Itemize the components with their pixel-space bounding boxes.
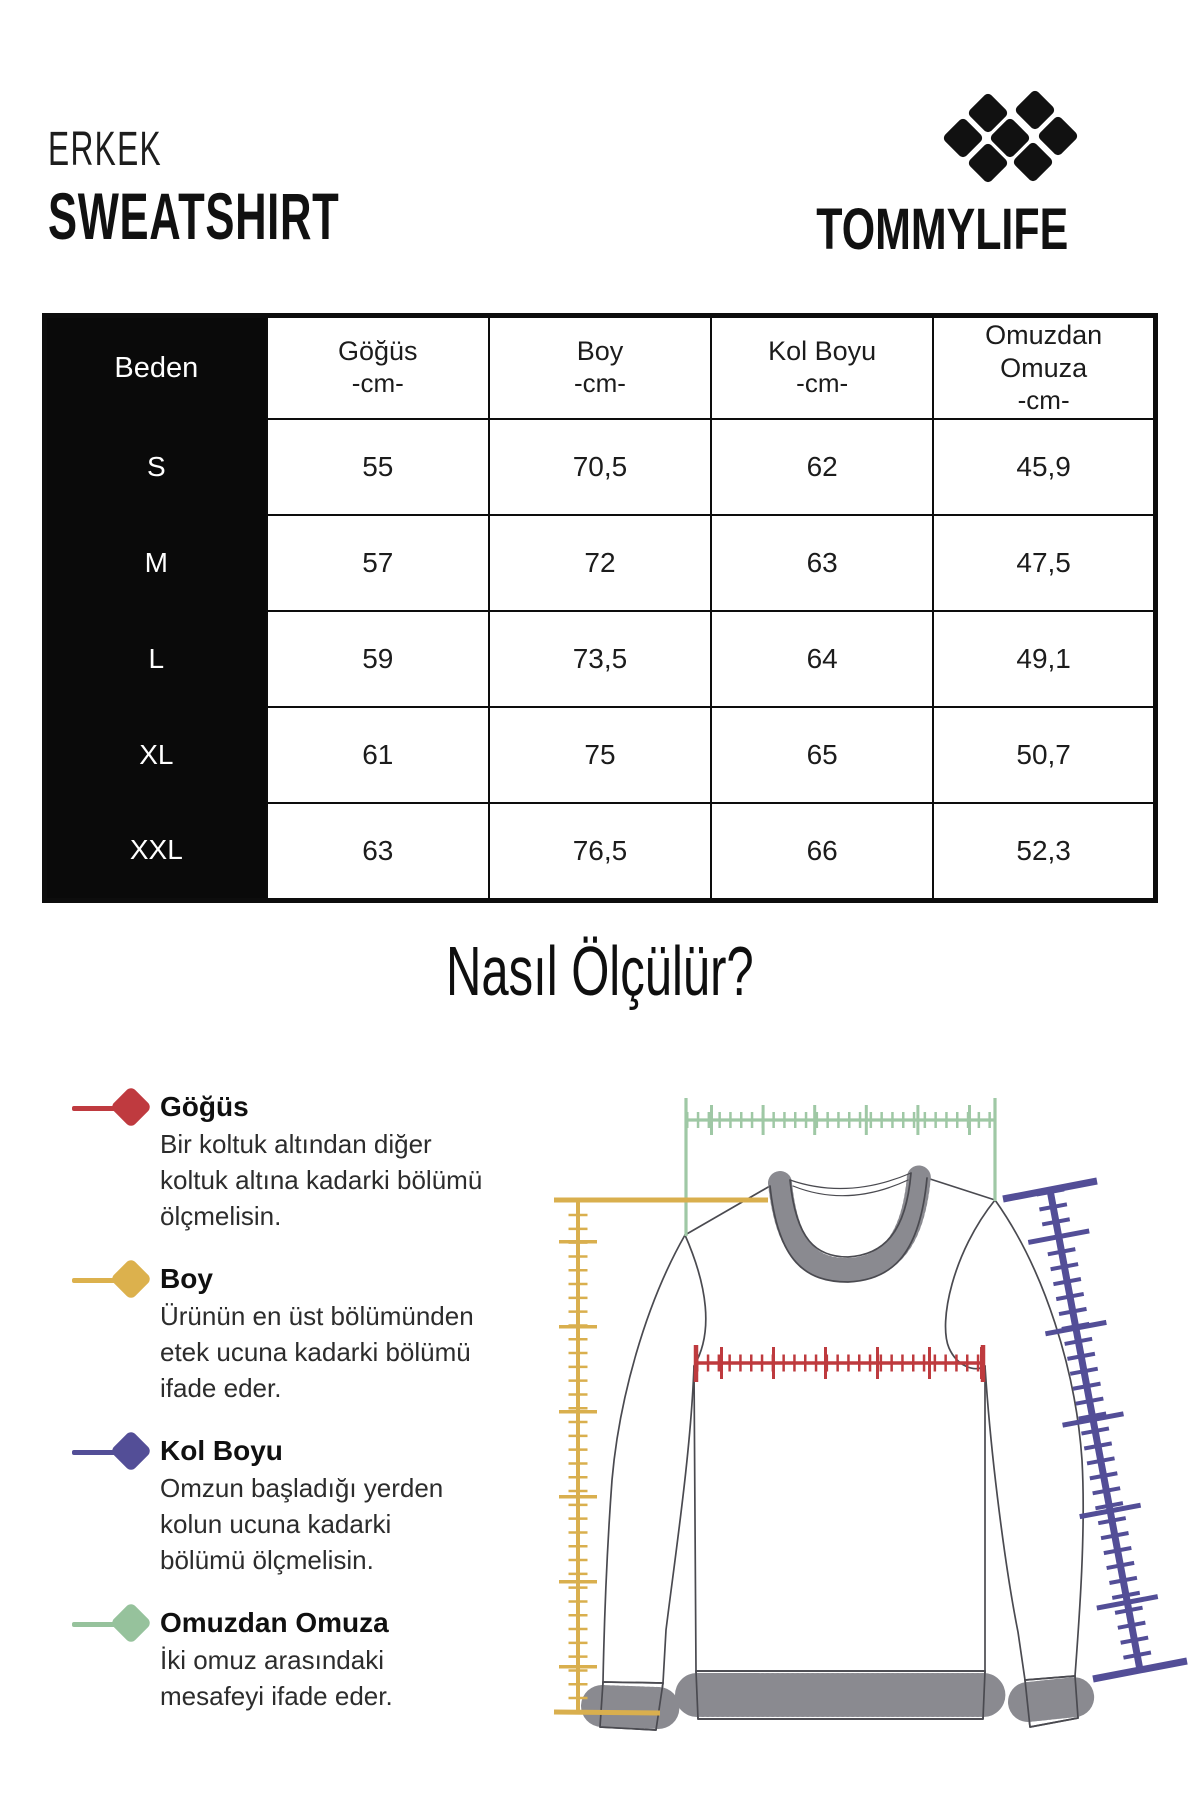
how-to-measure-title: Nasıl Ölçülür? — [446, 932, 754, 1010]
cell-length: 73,5 — [489, 611, 711, 707]
cell-sleeve: 63 — [711, 515, 933, 611]
size-table-header-row — [45, 316, 1156, 419]
column-header-length: Boy -cm- — [489, 316, 711, 419]
size-label: L — [45, 611, 267, 707]
cell-sleeve: 62 — [711, 419, 933, 515]
brand-name-text: TOMMYLIFE — [816, 197, 1068, 262]
measure-legend — [72, 1088, 502, 1740]
category-title — [48, 122, 221, 177]
legend-item-chest: Göğüs Bir koltuk altından diğer koltuk altına kadarki bölümü ölçmelisin. — [72, 1088, 502, 1234]
diamond-grid-logo-icon — [938, 86, 1088, 196]
size-label: M — [45, 515, 267, 611]
cell-shoulder: 45,9 — [933, 419, 1155, 515]
size-label: XXL — [45, 803, 267, 901]
sweatshirt-measure-diagram — [470, 1030, 1200, 1800]
shoulder-to-shoulder-ruler — [686, 1098, 995, 1236]
cell-length: 76,5 — [489, 803, 711, 901]
legend-item-shoulder: Omuzdan Omuza İki omuz arasındaki mesafeyi ifade eder. — [72, 1604, 502, 1714]
chest-diamond-marker-icon — [72, 1091, 158, 1125]
length-ruler — [554, 1200, 768, 1713]
cell-chest: 59 — [267, 611, 489, 707]
cell-sleeve: 65 — [711, 707, 933, 803]
cell-chest: 61 — [267, 707, 489, 803]
cell-sleeve: 66 — [711, 803, 933, 901]
cell-chest: 63 — [267, 803, 489, 901]
product-title — [48, 178, 489, 254]
category-title-text: ERKEK — [48, 123, 163, 176]
cell-shoulder: 50,7 — [933, 707, 1155, 803]
column-header-sleeve: Kol Boyu -cm- — [711, 316, 933, 419]
table-row-xl — [45, 707, 1156, 803]
size-table — [42, 313, 1158, 903]
cell-chest: 55 — [267, 419, 489, 515]
sweatshirt-outline — [600, 1173, 1083, 1730]
table-row-xxl — [45, 803, 1156, 901]
sleeve-length-ruler — [1003, 1181, 1187, 1679]
cell-chest: 57 — [267, 515, 489, 611]
table-row-l — [45, 611, 1156, 707]
chest-ruler — [696, 1345, 983, 1382]
cell-shoulder: 49,1 — [933, 611, 1155, 707]
size-label: XL — [45, 707, 267, 803]
brand-name — [726, 196, 1158, 263]
size-label: S — [45, 419, 267, 515]
column-header-shoulder: Omuzdan Omuza -cm- — [933, 316, 1155, 419]
shoulder-diamond-marker-icon — [72, 1607, 158, 1641]
cell-shoulder: 52,3 — [933, 803, 1155, 901]
table-row-s — [45, 419, 1156, 515]
cell-length: 72 — [489, 515, 711, 611]
legend-item-length: Boy Ürünün en üst bölümünden etek ucuna kadarki bölümü ifade eder. — [72, 1260, 502, 1406]
cell-sleeve: 64 — [711, 611, 933, 707]
cell-shoulder: 47,5 — [933, 515, 1155, 611]
length-diamond-marker-icon — [72, 1263, 158, 1297]
column-header-chest: Göğüs -cm- — [267, 316, 489, 419]
table-row-m — [45, 515, 1156, 611]
size-column-header: Beden — [45, 316, 267, 419]
cell-length: 75 — [489, 707, 711, 803]
cell-length: 70,5 — [489, 419, 711, 515]
product-title-text: SWEATSHIRT — [48, 179, 340, 253]
brand-logo — [938, 86, 1088, 201]
sleeve-diamond-marker-icon — [72, 1435, 158, 1469]
legend-item-sleeve: Kol Boyu Omzun başladığı yerden kolun ucuna kadarki bölümü ölçmelisin. — [72, 1432, 502, 1578]
